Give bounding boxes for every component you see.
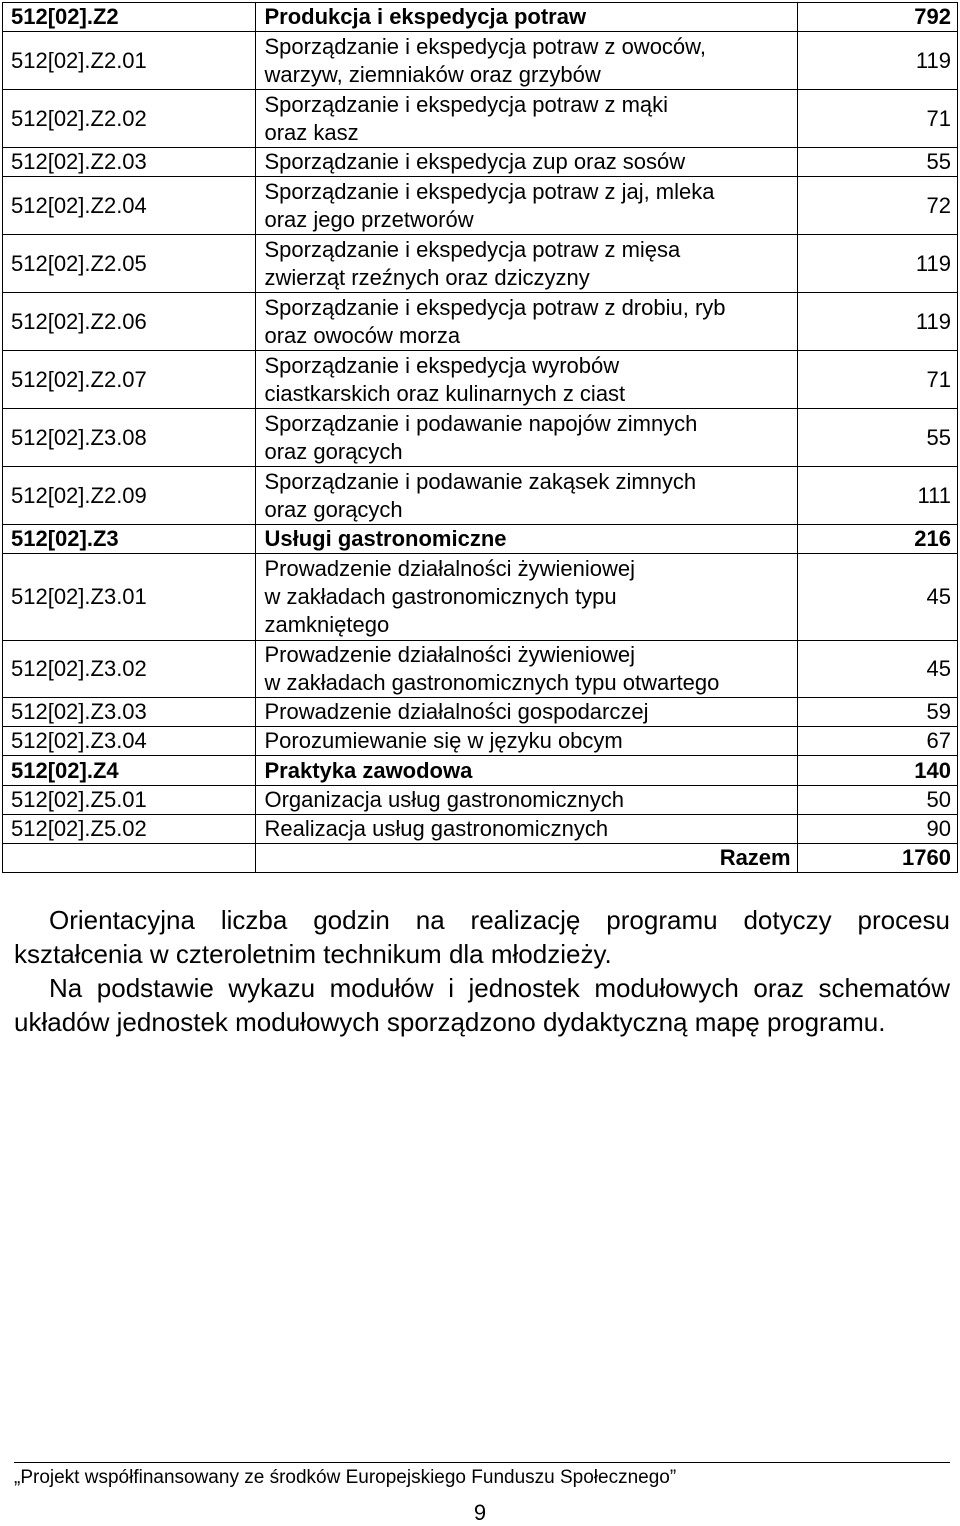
module-name-line: Usługi gastronomiczne xyxy=(264,526,507,551)
module-name-cell xyxy=(256,786,797,815)
table-row xyxy=(3,815,958,844)
total-value: 1760 xyxy=(797,844,957,873)
module-hours-cell: 792 xyxy=(797,3,957,32)
module-name-line: Sporządzanie i ekspedycja potraw z drobiu, ryb xyxy=(264,294,726,320)
table-row xyxy=(3,409,958,467)
module-hours-cell: 72 xyxy=(797,177,957,235)
module-name-cell xyxy=(256,3,797,32)
module-code-cell: 512[02].Z2 xyxy=(3,3,256,32)
module-name-cell xyxy=(256,756,797,786)
paragraph: Orientacyjna liczba godzin na realizację programu dotyczy procesu kształcenia w czteroletnim technikum dla młodzieży. xyxy=(14,905,950,969)
module-hours-cell: 55 xyxy=(797,148,957,177)
total-label: Razem xyxy=(256,844,797,873)
table-row xyxy=(3,293,958,351)
module-name-cell xyxy=(256,815,797,844)
module-name-line: Praktyka zawodowa xyxy=(264,757,473,783)
module-name-cell xyxy=(256,409,797,467)
module-name-cell xyxy=(256,32,797,90)
module-name-line: w zakładach gastronomicznych typu xyxy=(264,584,617,609)
module-hours-cell: 90 xyxy=(797,815,957,844)
module-code-cell: 512[02].Z2.09 xyxy=(3,467,256,525)
module-name-line: Sporządzanie i podawanie napojów zimnych xyxy=(264,410,698,436)
module-name-line: Sporządzanie i ekspedycja potraw z owoców, xyxy=(264,33,706,59)
module-name-cell xyxy=(256,177,797,235)
module-name-line: Sporządzanie i podawanie zakąsek zimnych xyxy=(264,468,697,494)
module-name-line: oraz gorących xyxy=(264,496,403,522)
table-row xyxy=(3,351,958,409)
table-row xyxy=(3,727,958,756)
module-name-cell xyxy=(256,235,797,293)
module-hours-cell: 111 xyxy=(797,467,957,525)
module-name-line: Sporządzanie i ekspedycja zup oraz sosów xyxy=(264,149,686,174)
module-code-cell: 512[02].Z2.05 xyxy=(3,235,256,293)
module-hours-cell: 67 xyxy=(797,727,957,756)
module-name-line: warzyw, ziemniaków oraz grzybów xyxy=(264,61,601,87)
module-name-line: Sporządzanie i ekspedycja potraw z jaj, mleka xyxy=(264,178,715,204)
module-name-line: Organizacja usług gastronomicznych xyxy=(264,787,624,812)
module-code-cell: 512[02].Z5.01 xyxy=(3,786,256,815)
module-name-line: w zakładach gastronomicznych typu otwartego xyxy=(264,670,720,695)
table-row xyxy=(3,467,958,525)
module-code-cell: 512[02].Z3.08 xyxy=(3,409,256,467)
modules-table xyxy=(2,2,958,873)
body-text xyxy=(14,903,950,1039)
module-name-line: Prowadzenie działalności żywieniowej xyxy=(264,556,636,581)
module-name-line: zwierząt rzeźnych oraz dziczyzny xyxy=(264,264,590,290)
module-name-line: oraz kasz xyxy=(264,119,359,145)
module-code-cell: 512[02].Z2.07 xyxy=(3,351,256,409)
table-row xyxy=(3,641,958,698)
module-hours-cell: 59 xyxy=(797,698,957,727)
module-code-cell: 512[02].Z3.01 xyxy=(3,554,256,641)
module-hours-cell: 119 xyxy=(797,235,957,293)
module-name-cell xyxy=(256,148,797,177)
module-hours-cell: 55 xyxy=(797,409,957,467)
module-name-line: Sporządzanie i ekspedycja potraw z mięsa xyxy=(264,236,681,262)
module-name-line: Porozumiewanie się w języku obcym xyxy=(264,728,623,753)
module-code-cell: 512[02].Z4 xyxy=(3,756,256,786)
module-hours-cell: 50 xyxy=(797,786,957,815)
modules-table-body xyxy=(3,3,958,873)
footer-note: „Projekt współfinansowany ze środków Europejskiego Funduszu Społecznego” xyxy=(14,1467,677,1488)
module-hours-cell: 45 xyxy=(797,641,957,698)
module-hours-cell: 71 xyxy=(797,351,957,409)
page-number: 9 xyxy=(473,1500,487,1525)
module-code-cell: 512[02].Z2.02 xyxy=(3,90,256,148)
module-name-line: ciastkarskich oraz kulinarnych z ciast xyxy=(264,380,626,406)
module-name-line: Realizacja usług gastronomicznych xyxy=(264,816,609,841)
total-row xyxy=(3,844,958,873)
table-row xyxy=(3,3,958,32)
module-name-cell xyxy=(256,641,797,698)
table-row xyxy=(3,554,958,641)
table-row xyxy=(3,786,958,815)
module-code-cell: 512[02].Z2.01 xyxy=(3,32,256,90)
module-name-cell xyxy=(256,727,797,756)
module-name-line: Produkcja i ekspedycja potraw xyxy=(264,4,587,29)
module-code-cell: 512[02].Z2.06 xyxy=(3,293,256,351)
module-code-cell: 512[02].Z2.04 xyxy=(3,177,256,235)
module-name-line: zamkniętego xyxy=(264,612,390,637)
module-name-cell xyxy=(256,90,797,148)
module-name-line: oraz gorących xyxy=(264,438,403,464)
module-name-cell xyxy=(256,525,797,554)
table-row xyxy=(3,32,958,90)
module-code-cell: 512[02].Z3.03 xyxy=(3,698,256,727)
module-name-cell xyxy=(256,698,797,727)
module-name-line: oraz owoców morza xyxy=(264,322,461,348)
module-code-cell: 512[02].Z2.03 xyxy=(3,148,256,177)
module-code-cell: 512[02].Z3.02 xyxy=(3,641,256,698)
module-name-line: Prowadzenie działalności żywieniowej xyxy=(264,642,636,667)
module-hours-cell: 216 xyxy=(797,525,957,554)
table-row xyxy=(3,756,958,786)
module-hours-cell: 71 xyxy=(797,90,957,148)
footer-divider xyxy=(14,1462,950,1463)
table-row xyxy=(3,148,958,177)
module-name-line: Sporządzanie i ekspedycja wyrobów xyxy=(264,352,620,378)
module-name-cell xyxy=(256,351,797,409)
module-code-cell: 512[02].Z5.02 xyxy=(3,815,256,844)
table-row xyxy=(3,525,958,554)
paragraph: Na podstawie wykazu modułów i jednostek modułowych oraz schematów układów jednostek modułowych sporządzono dydaktyczną mapę programu. xyxy=(14,973,950,1037)
module-hours-cell: 140 xyxy=(797,756,957,786)
module-name-line: oraz jego przetworów xyxy=(264,206,474,232)
module-name-cell xyxy=(256,467,797,525)
module-name-cell xyxy=(256,293,797,351)
table-row xyxy=(3,177,958,235)
module-code-cell: 512[02].Z3 xyxy=(3,525,256,554)
module-hours-cell: 119 xyxy=(797,32,957,90)
table-row xyxy=(3,90,958,148)
table-row xyxy=(3,698,958,727)
total-empty-cell xyxy=(3,844,256,873)
table-row xyxy=(3,235,958,293)
module-code-cell: 512[02].Z3.04 xyxy=(3,727,256,756)
module-name-cell xyxy=(256,554,797,641)
module-name-line: Sporządzanie i ekspedycja potraw z mąki xyxy=(264,91,669,117)
module-name-line: Prowadzenie działalności gospodarczej xyxy=(264,699,649,724)
module-hours-cell: 45 xyxy=(797,554,957,641)
module-hours-cell: 119 xyxy=(797,293,957,351)
